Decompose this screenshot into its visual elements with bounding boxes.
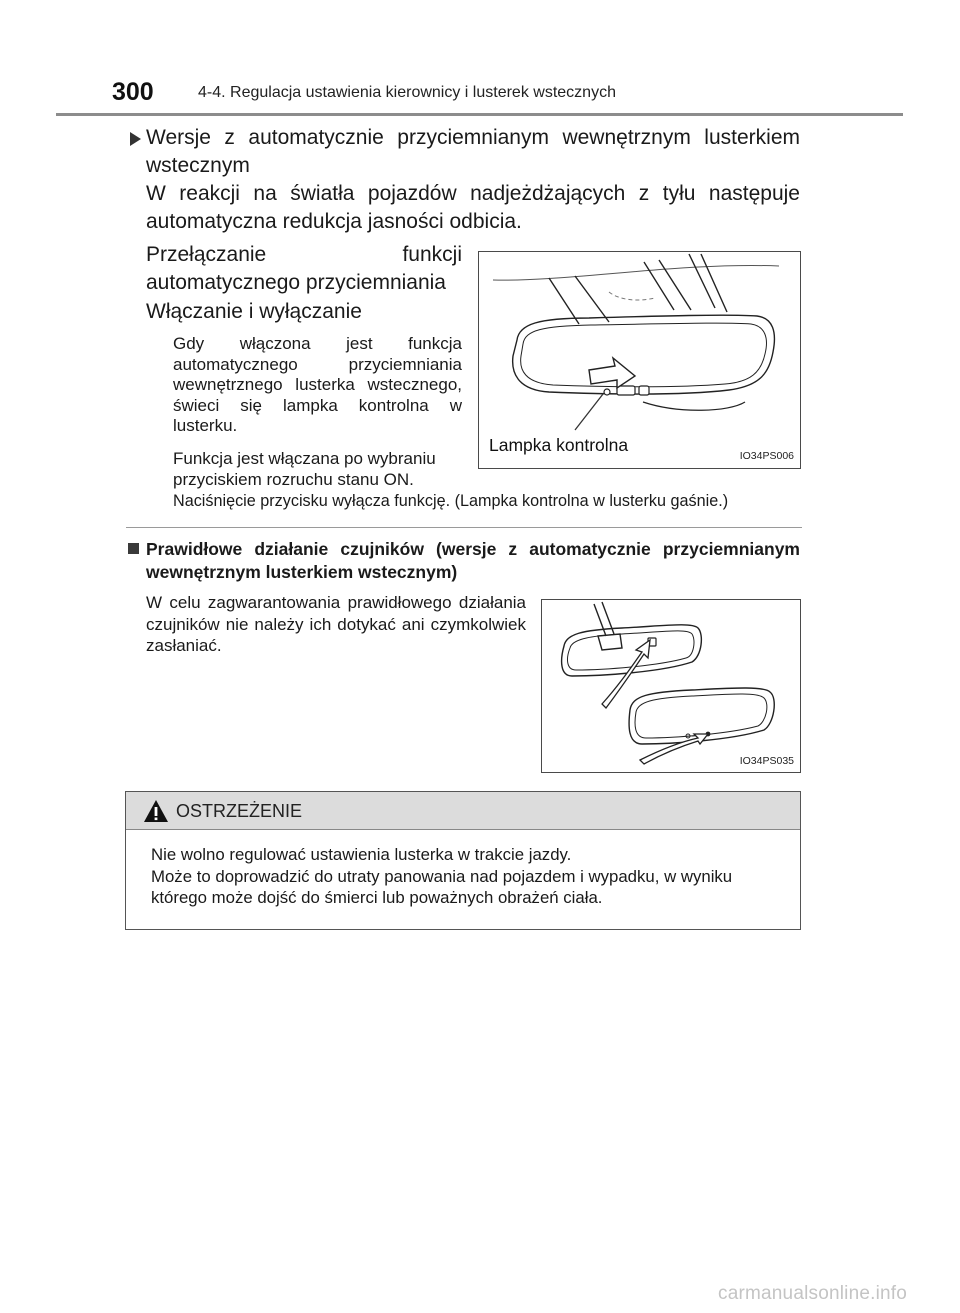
section-1-paragraph: W reakcji na światła pojazdów nadjeżdżających z tyłu następuje automatyczna redukcja jasności odbicia. <box>146 182 800 233</box>
square-bullet-icon <box>128 543 139 554</box>
warning-box <box>125 791 801 930</box>
warning-title: OSTRZEŻENIE <box>176 801 303 821</box>
page-number: 300 <box>112 78 154 106</box>
warning-line-1: Nie wolno regulować ustawienia lusterka w trakcie jazdy. <box>151 845 572 864</box>
figure-code: IO34PS006 <box>739 450 794 462</box>
warning-line-2: Może to doprowadzić do utraty panowania nad pojazdem i wypadku, w wyniku którego może dojść do śmierci lub poważnych obrażeń ciała. <box>151 866 733 907</box>
sensors-illustration <box>542 600 800 772</box>
warning-triangle-icon <box>143 799 169 823</box>
triangle-bullet-icon <box>130 132 141 146</box>
warning-body <box>151 844 791 909</box>
figure-mirror-sensors <box>541 599 801 773</box>
press-arrow-icon <box>589 358 635 388</box>
figure-caption-indicator: Lampka kontrolna <box>489 435 629 455</box>
subheading-on-off: Włączanie i wyłączanie <box>146 300 362 323</box>
body-text-deactivation: Naciśnięcie przycisku wyłącza funkcję. (Lampka kontrolna w lusterku gaśnie.) <box>173 492 729 510</box>
warning-header <box>126 792 800 830</box>
section-2-heading: Prawidłowe działanie czujników (wersje z automatycznie przyciemnianym wewnętrznym lusterkiem wstecznym) <box>146 539 800 582</box>
sensor-arrow-icon <box>640 734 708 764</box>
section-2-paragraph: W celu zagwarantowania prawidłowego działania czujników nie należy ich dotykać ani czymkolwiek zasłaniać. <box>146 593 526 655</box>
watermark: carmanualsonline.info <box>718 1283 908 1304</box>
header-divider <box>56 113 903 116</box>
figure-code: IO34PS035 <box>739 755 794 767</box>
section-divider <box>126 527 802 528</box>
body-text-activation: Funkcja jest włączana po wybraniu przyciskiem rozruchu stanu ON. <box>173 449 436 489</box>
section-1-heading: Wersje z automatycznie przyciemnianym wewnętrznym lusterkiem wstecznym <box>146 126 800 177</box>
subheading-auto-dimming-switch: Przełączanie funkcji automatycznego przyciemniania <box>146 243 462 294</box>
body-text-indicator: Gdy włączona jest funkcja automatycznego przyciemniania wewnętrznego lusterka wstecznego, świeci się lampka kontrolna w lusterku. <box>173 334 462 435</box>
header-section-title: 4-4. Regulacja ustawienia kierownicy i lusterek wstecznych <box>198 84 616 101</box>
figure-mirror-indicator <box>478 251 801 469</box>
